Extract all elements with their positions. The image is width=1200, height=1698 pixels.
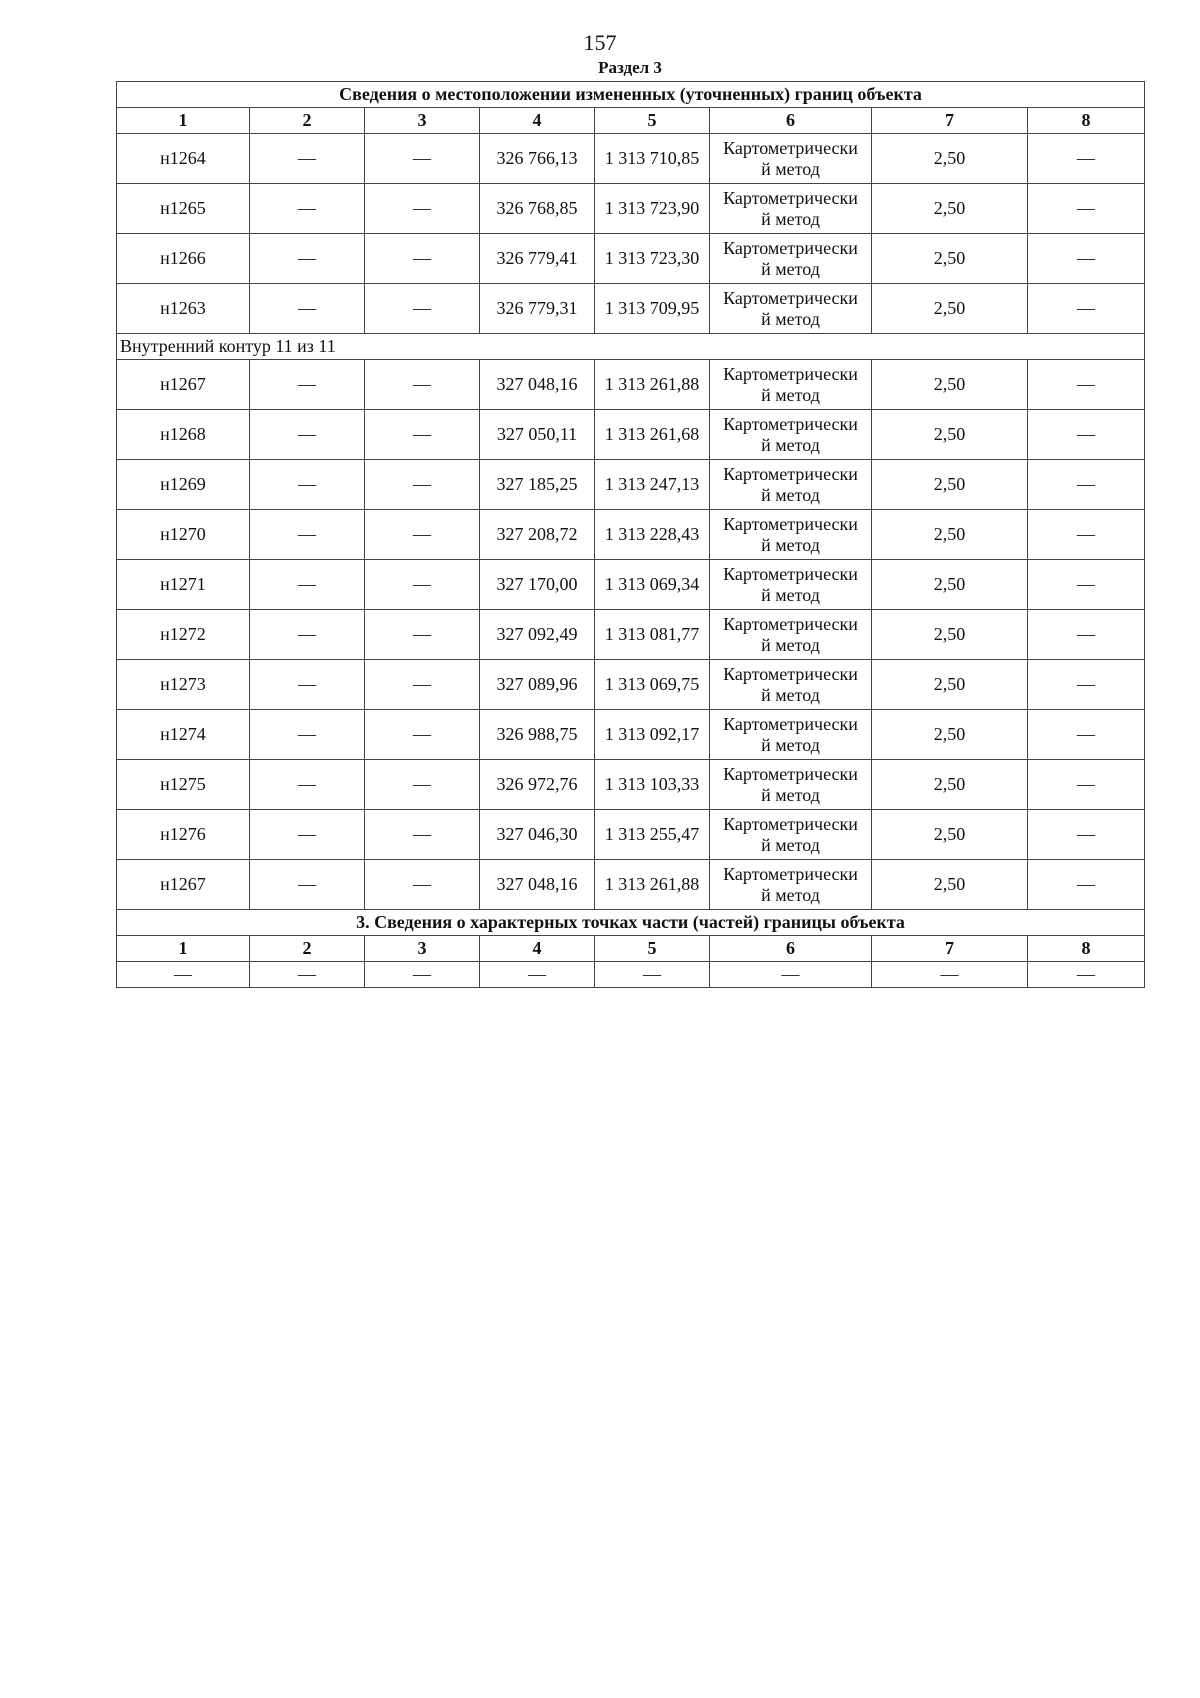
cell-col8: —: [1028, 860, 1145, 910]
empty-cell: —: [250, 962, 365, 988]
column-number: 3: [365, 936, 480, 962]
coord-x: 327 050,11: [480, 410, 595, 460]
cell-col3: —: [365, 660, 480, 710]
column-number: 4: [480, 936, 595, 962]
coord-y: 1 313 709,95: [595, 284, 710, 334]
method-line-2: й метод: [761, 258, 820, 279]
cell-col8: —: [1028, 284, 1145, 334]
point-id: н1267: [117, 860, 250, 910]
coord-x: 326 779,31: [480, 284, 595, 334]
coord-y: 1 313 069,34: [595, 560, 710, 610]
accuracy: 2,50: [872, 284, 1028, 334]
method-line-2: й метод: [761, 884, 820, 905]
table-row: [117, 760, 1145, 810]
table-row: [117, 660, 1145, 710]
coord-x: 326 766,13: [480, 134, 595, 184]
cell-col2: —: [250, 860, 365, 910]
method-line-1: Картометрически: [723, 413, 858, 434]
table-title-row: [117, 910, 1145, 936]
coord-y: 1 313 723,30: [595, 234, 710, 284]
coord-y: 1 313 103,33: [595, 760, 710, 810]
cell-col3: —: [365, 460, 480, 510]
cell-col8: —: [1028, 560, 1145, 610]
accuracy: 2,50: [872, 760, 1028, 810]
method-cell: [710, 710, 872, 760]
table-title: 3. Сведения о характерных точках части (частей) границы объекта: [117, 910, 1145, 936]
coord-y: 1 313 081,77: [595, 610, 710, 660]
accuracy: 2,50: [872, 460, 1028, 510]
column-number: 1: [117, 936, 250, 962]
column-number: 2: [250, 108, 365, 134]
column-number-row: [117, 936, 1145, 962]
accuracy: 2,50: [872, 860, 1028, 910]
cell-col2: —: [250, 460, 365, 510]
method-line-2: й метод: [761, 208, 820, 229]
method-cell: [710, 860, 872, 910]
method-cell: [710, 510, 872, 560]
table-row: [117, 710, 1145, 760]
cell-col8: —: [1028, 510, 1145, 560]
cell-col3: —: [365, 184, 480, 234]
coord-x: 327 089,96: [480, 660, 595, 710]
empty-cell: —: [872, 962, 1028, 988]
method-line-1: Картометрически: [723, 713, 858, 734]
column-number: 6: [710, 936, 872, 962]
method-line-2: й метод: [761, 634, 820, 655]
method-line-1: Картометрически: [723, 363, 858, 384]
cell-col2: —: [250, 760, 365, 810]
coord-y: 1 313 261,88: [595, 860, 710, 910]
accuracy: 2,50: [872, 184, 1028, 234]
column-number: 1: [117, 108, 250, 134]
point-id: н1266: [117, 234, 250, 284]
cell-col8: —: [1028, 710, 1145, 760]
cell-col3: —: [365, 760, 480, 810]
cell-col3: —: [365, 410, 480, 460]
empty-cell: —: [595, 962, 710, 988]
contour-row: [117, 334, 1145, 360]
method-cell: [710, 360, 872, 410]
method-line-2: й метод: [761, 834, 820, 855]
cell-col8: —: [1028, 810, 1145, 860]
cell-col2: —: [250, 710, 365, 760]
empty-cell: —: [1028, 962, 1145, 988]
cell-col3: —: [365, 234, 480, 284]
column-number: 4: [480, 108, 595, 134]
accuracy: 2,50: [872, 610, 1028, 660]
empty-cell: —: [365, 962, 480, 988]
cell-col8: —: [1028, 760, 1145, 810]
coord-y: 1 313 261,88: [595, 360, 710, 410]
page-number: 157: [583, 30, 617, 55]
point-id: н1263: [117, 284, 250, 334]
coord-x: 327 046,30: [480, 810, 595, 860]
coord-y: 1 313 069,75: [595, 660, 710, 710]
method-line-2: й метод: [761, 734, 820, 755]
cell-col3: —: [365, 134, 480, 184]
method-line-1: Картометрически: [723, 463, 858, 484]
coord-x: 326 779,41: [480, 234, 595, 284]
point-id: н1267: [117, 360, 250, 410]
empty-cell: —: [710, 962, 872, 988]
method-line-1: Картометрически: [723, 813, 858, 834]
coord-x: 327 048,16: [480, 360, 595, 410]
table-row: [117, 234, 1145, 284]
column-number: 6: [710, 108, 872, 134]
method-line-1: Картометрически: [723, 287, 858, 308]
accuracy: 2,50: [872, 810, 1028, 860]
cell-col8: —: [1028, 360, 1145, 410]
method-cell: [710, 460, 872, 510]
coord-x: 327 170,00: [480, 560, 595, 610]
method-line-1: Картометрически: [723, 137, 858, 158]
point-id: н1275: [117, 760, 250, 810]
accuracy: 2,50: [872, 134, 1028, 184]
method-cell: [710, 760, 872, 810]
cell-col3: —: [365, 360, 480, 410]
accuracy: 2,50: [872, 710, 1028, 760]
method-line-1: Картометрически: [723, 863, 858, 884]
table-row: [117, 860, 1145, 910]
coord-x: 326 972,76: [480, 760, 595, 810]
contour-label: Внутренний контур 11 из 11: [117, 334, 1145, 360]
point-id: н1269: [117, 460, 250, 510]
boundary-points-table: [116, 81, 1145, 988]
method-line-1: Картометрически: [723, 237, 858, 258]
method-cell: [710, 134, 872, 184]
table-title-row: [117, 82, 1145, 108]
table-row: [117, 460, 1145, 510]
point-id: н1271: [117, 560, 250, 610]
cell-col8: —: [1028, 460, 1145, 510]
cell-col3: —: [365, 510, 480, 560]
accuracy: 2,50: [872, 510, 1028, 560]
accuracy: 2,50: [872, 660, 1028, 710]
table-title: Сведения о местоположении измененных (уточненных) границ объекта: [117, 82, 1145, 108]
table-row: [117, 510, 1145, 560]
cell-col2: —: [250, 660, 365, 710]
coord-y: 1 313 228,43: [595, 510, 710, 560]
method-line-1: Картометрически: [723, 763, 858, 784]
method-cell: [710, 284, 872, 334]
cell-col2: —: [250, 284, 365, 334]
cell-col2: —: [250, 560, 365, 610]
table-row: [117, 134, 1145, 184]
table-row: [117, 560, 1145, 610]
point-id: н1276: [117, 810, 250, 860]
cell-col2: —: [250, 810, 365, 860]
cell-col3: —: [365, 610, 480, 660]
method-line-1: Картометрически: [723, 513, 858, 534]
cell-col3: —: [365, 710, 480, 760]
method-cell: [710, 560, 872, 610]
coord-x: 327 048,16: [480, 860, 595, 910]
method-line-2: й метод: [761, 584, 820, 605]
method-cell: [710, 660, 872, 710]
cell-col3: —: [365, 284, 480, 334]
coord-x: 326 768,85: [480, 184, 595, 234]
cell-col2: —: [250, 184, 365, 234]
method-line-1: Картометрически: [723, 187, 858, 208]
empty-cell: —: [480, 962, 595, 988]
method-line-2: й метод: [761, 158, 820, 179]
cell-col8: —: [1028, 134, 1145, 184]
cell-col2: —: [250, 610, 365, 660]
coord-y: 1 313 247,13: [595, 460, 710, 510]
cell-col2: —: [250, 510, 365, 560]
method-line-1: Картометрически: [723, 563, 858, 584]
cell-col2: —: [250, 410, 365, 460]
method-cell: [710, 810, 872, 860]
method-line-2: й метод: [761, 384, 820, 405]
point-id: н1272: [117, 610, 250, 660]
column-number: 2: [250, 936, 365, 962]
cell-col8: —: [1028, 660, 1145, 710]
method-line-1: Картометрически: [723, 613, 858, 634]
point-id: н1273: [117, 660, 250, 710]
coord-y: 1 313 255,47: [595, 810, 710, 860]
cell-col2: —: [250, 134, 365, 184]
method-cell: [710, 234, 872, 284]
column-number: 3: [365, 108, 480, 134]
method-line-2: й метод: [761, 308, 820, 329]
column-number: 8: [1028, 108, 1145, 134]
point-id: н1268: [117, 410, 250, 460]
method-line-2: й метод: [761, 684, 820, 705]
method-line-2: й метод: [761, 784, 820, 805]
point-id: н1265: [117, 184, 250, 234]
cell-col8: —: [1028, 184, 1145, 234]
coord-x: 327 208,72: [480, 510, 595, 560]
point-id: н1264: [117, 134, 250, 184]
coord-y: 1 313 092,17: [595, 710, 710, 760]
coord-x: 327 185,25: [480, 460, 595, 510]
table-row: [117, 184, 1145, 234]
cell-col2: —: [250, 360, 365, 410]
column-number: 7: [872, 936, 1028, 962]
coord-y: 1 313 710,85: [595, 134, 710, 184]
cell-col3: —: [365, 810, 480, 860]
accuracy: 2,50: [872, 360, 1028, 410]
table-row: [117, 410, 1145, 460]
cell-col8: —: [1028, 234, 1145, 284]
method-cell: [710, 184, 872, 234]
cell-col2: —: [250, 234, 365, 284]
table-row: [117, 284, 1145, 334]
method-line-2: й метод: [761, 434, 820, 455]
empty-cell: —: [117, 962, 250, 988]
accuracy: 2,50: [872, 410, 1028, 460]
cell-col3: —: [365, 560, 480, 610]
column-number: 7: [872, 108, 1028, 134]
table-row: [117, 962, 1145, 988]
method-line-2: й метод: [761, 484, 820, 505]
method-line-1: Картометрически: [723, 663, 858, 684]
coord-y: 1 313 723,90: [595, 184, 710, 234]
column-number: 5: [595, 936, 710, 962]
table-row: [117, 360, 1145, 410]
column-number: 5: [595, 108, 710, 134]
table-row: [117, 810, 1145, 860]
cell-col8: —: [1028, 410, 1145, 460]
method-cell: [710, 610, 872, 660]
method-cell: [710, 410, 872, 460]
table-row: [117, 610, 1145, 660]
coord-x: 326 988,75: [480, 710, 595, 760]
coord-x: 327 092,49: [480, 610, 595, 660]
cell-col8: —: [1028, 610, 1145, 660]
point-id: н1270: [117, 510, 250, 560]
column-number-row: [117, 108, 1145, 134]
cell-col3: —: [365, 860, 480, 910]
coord-y: 1 313 261,68: [595, 410, 710, 460]
point-id: н1274: [117, 710, 250, 760]
column-number: 8: [1028, 936, 1145, 962]
accuracy: 2,50: [872, 560, 1028, 610]
method-line-2: й метод: [761, 534, 820, 555]
section-title: Раздел 3: [598, 58, 662, 77]
accuracy: 2,50: [872, 234, 1028, 284]
